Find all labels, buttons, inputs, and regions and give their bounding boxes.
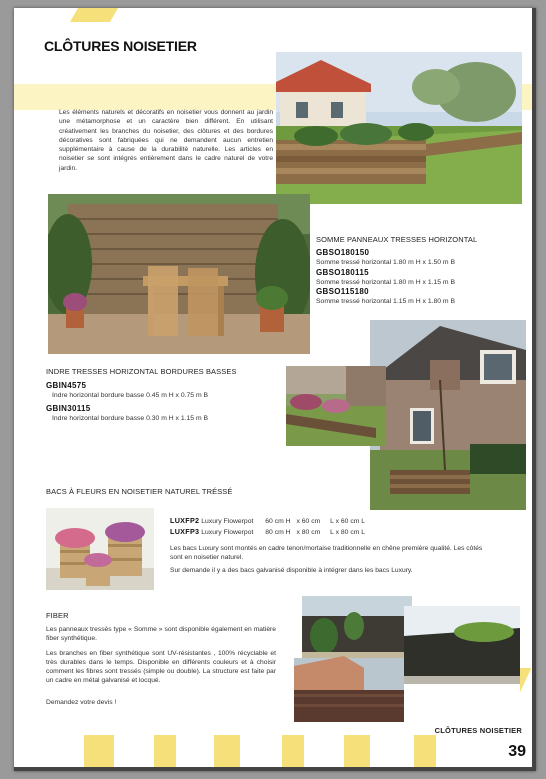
photo-flower-planters: [46, 508, 154, 590]
somme-product-list: [316, 248, 516, 307]
yellow-stripe-top: [70, 8, 118, 22]
product-description: Indre horizontal bordure basse 0.30 m H x 1.15 m B: [52, 414, 209, 422]
product-dimension-x: x 80 cm: [296, 528, 321, 536]
product-code: GBSO115180: [316, 287, 369, 296]
bacs-galvanise-note: Sur demande il y a des bacs galvanisé disponible à intégrer dans les bacs Luxury.: [170, 566, 413, 574]
fiber-paragraph: Les branches en fiber synthétique sont UV-résistantes , 100% récyclable et très durables dans le temps. Disponible en différents couleurs et à choisir comment les fibres sont tressés (simple ou double). La structure est faite par un cadre en métal galvanisé et locqué.: [46, 649, 276, 685]
product-description: Somme tressé horizontal 1.80 m H x 1.15 m B: [316, 278, 456, 286]
product-code: GBIN4575: [46, 381, 87, 390]
section-heading-somme: SOMME PANNEAUX TRESSES HORIZONTAL: [316, 235, 478, 244]
product-code: GBSO180115: [316, 267, 369, 277]
product-code: GBIN30115: [46, 403, 91, 413]
bacs-product-list: [170, 516, 510, 575]
yellow-stripe-bottom-1: [84, 735, 114, 771]
product-description: Somme tressé horizontal 1.80 m H x 1.50 m B: [316, 259, 456, 266]
footer-section-label: CLÔTURES NOISETIER: [434, 726, 522, 735]
section-heading-bacs: BACS À FLEURS EN NOISETIER NATUREL TRÉSSÉ: [46, 487, 233, 496]
yellow-stripe-bottom-4: [282, 735, 304, 771]
product-name: Luxury Flowerpot: [201, 528, 254, 536]
section-heading-fiber: FIBER: [46, 611, 69, 620]
yellow-stripe-bottom-2: [154, 735, 176, 771]
yellow-stripe-bottom-6: [414, 735, 436, 771]
yellow-stripe-bottom-3: [214, 735, 240, 771]
fiber-text: [46, 625, 276, 707]
indre-product-list: [46, 381, 276, 423]
product-dimension-l: L x 60 cm L: [330, 518, 366, 525]
photo-house-bordure: [370, 320, 526, 510]
product-name: Luxury Flowerpot: [201, 518, 254, 525]
fiber-quote-request: Demandez votre devis !: [46, 698, 117, 706]
product-code: LUXFP3: [170, 526, 200, 536]
photo-patio-table: [48, 194, 310, 354]
product-code: LUXFP2: [170, 516, 200, 525]
photo-garden-cottage: [276, 52, 522, 204]
bacs-row: [170, 516, 510, 527]
yellow-stripe-bottom-5: [344, 735, 370, 771]
product-dimension-x: x 60 cm: [296, 518, 321, 525]
bacs-description: Les bacs Luxury sont montés en cadre tenon/mortaise traditionnelle en chêne première qualité. Les côtés sont en noisetier naturel.: [170, 545, 483, 562]
bacs-row: [170, 527, 510, 538]
section-heading-indre: INDRE TRESSES HORIZONTAL BORDURES BASSES: [46, 367, 237, 376]
product-dimension-h: 60 cm H: [265, 518, 291, 525]
fiber-paragraph: Les panneaux tressés type « Somme » sont disponible également en matière fiber synthétique.: [46, 626, 276, 643]
product-description: Indre horizontal bordure basse 0.45 m H x 0.75 m B: [52, 392, 209, 399]
product-code: GBSO180150: [316, 248, 370, 257]
product-dimension-l: L x 80 cm L: [330, 528, 366, 536]
photo-fiber-fences: [284, 596, 520, 722]
page-title: CLÔTURES NOISETIER: [44, 38, 197, 54]
photo-indre-bordure: [286, 366, 386, 446]
page-number: 39: [508, 743, 526, 760]
intro-paragraph: Les éléments naturels et décoratifs en noisetier vous donnent au jardin une métamorphose et un caractère bien différent. En utilisant créativement les branches du noisetier, des clôtures et des bordures décoratives sont fabriquées qui ne demandent aucun entretien supplémentaire à cause de la durabilité naturelle. Les articles en noisetier se sont intégrés entièrement dans le cadre naturel de votre jardin.: [59, 109, 273, 172]
product-dimension-h: 80 cm H: [265, 528, 291, 536]
brochure-page: [14, 8, 536, 771]
product-description: Somme tressé horizontal 1.15 m H x 1.80 m B: [316, 298, 456, 305]
